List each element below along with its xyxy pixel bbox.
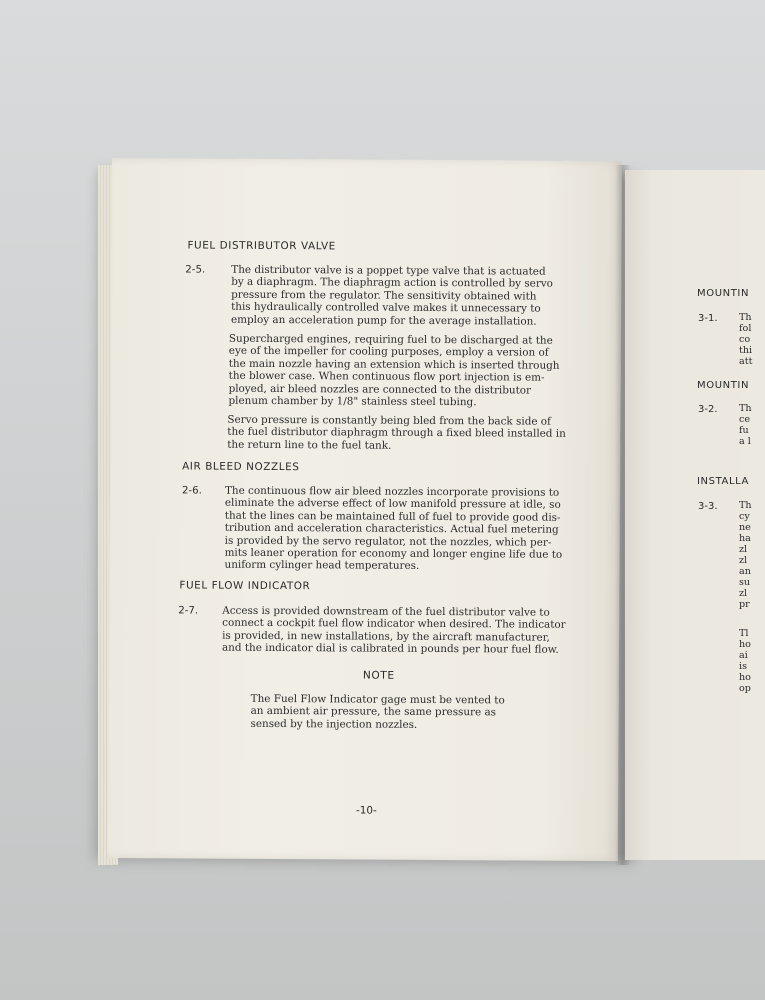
text-line: cy	[739, 511, 750, 522]
text-line: plenum chamber by 1/8" stainless steel tubing.	[228, 394, 477, 409]
paragraph	[228, 333, 568, 410]
text-line: that the lines can be maintained full of fuel to provide good dis-	[224, 509, 561, 524]
paragraph-number: 2-5.	[185, 264, 206, 276]
text-line: Th	[739, 312, 752, 323]
paragraph	[224, 485, 565, 574]
text-line: Servo pressure is constantly being bled from the back side of	[227, 413, 551, 428]
paragraph	[231, 264, 571, 328]
text-line: ho	[739, 639, 751, 650]
paragraph-number: 3-2.	[698, 404, 718, 415]
text-line: Th	[739, 403, 752, 414]
paragraph-fragment	[739, 628, 751, 694]
text-line: the return line to the fuel tank.	[227, 438, 392, 452]
text-line: fol	[739, 323, 752, 334]
note-title: NOTE	[362, 669, 395, 682]
text-line: the main nozzle having an extension which is inserted through	[228, 357, 560, 372]
paragraph-fragment	[739, 312, 752, 367]
text-line: pr	[739, 599, 750, 610]
text-line: co	[739, 334, 751, 345]
text-line: ai	[739, 650, 748, 661]
text-line: pressure from the regulator. The sensitivity obtained with	[231, 288, 537, 303]
text-line: Tl	[739, 628, 749, 639]
text-line: by a diaphragm. The diaphragm action is controlled by servo	[231, 276, 553, 291]
text-line: Supercharged engines, requiring fuel to be discharged at the	[228, 332, 553, 347]
right-page	[625, 170, 765, 860]
text-line: ho	[739, 672, 751, 683]
text-line: this hydraulically controlled valve makes it unnecessary to	[231, 300, 541, 315]
text-line: tribution and acceleration characteristics. Actual fuel metering	[224, 521, 559, 536]
text-line: eye of the impeller for cooling purposes, employ a version of	[228, 345, 549, 360]
text-line: ployed, air bleed nozzles are connected to the distributor	[228, 382, 532, 397]
paragraph	[227, 414, 567, 453]
text-line: employ an acceleration pump for the average installation.	[230, 313, 537, 328]
text-line: zl	[739, 555, 748, 566]
text-line: and the indicator dial is calibrated in pounds per hour fuel flow.	[221, 641, 559, 656]
text-line: eliminate the adverse effect of low manifold pressure at idle, so	[224, 497, 561, 512]
text-line: uniform cylinger head temperatures.	[224, 559, 420, 573]
section-heading: AIR BLEED NOZZLES	[182, 460, 300, 474]
text-line: The continuous flow air bleed nozzles incorporate provisions to	[224, 484, 560, 499]
text-line: a l	[739, 436, 751, 447]
text-line: Th	[739, 500, 752, 511]
text-line: the fuel distributor diaphragm through a fixed bleed installed in	[227, 426, 566, 441]
text-line: mits leaner operation for economy and longer engine life due to	[224, 546, 563, 561]
section-heading: INSTALLA	[697, 476, 749, 487]
text-line: an	[739, 566, 751, 577]
text-line: fu	[739, 425, 749, 436]
paragraph-number: 3-1.	[698, 313, 718, 324]
text-line: ce	[739, 414, 751, 425]
text-line: is	[739, 661, 747, 672]
section-heading: FUEL FLOW INDICATOR	[179, 579, 311, 593]
text-line: ha	[739, 533, 751, 544]
section-heading: MOUNTIN	[697, 380, 750, 391]
text-line: an ambient air pressure, the same pressure as	[250, 705, 497, 719]
text-line: su	[739, 577, 751, 588]
text-line: is provided by the servo regulator, not the nozzles, which per-	[224, 534, 552, 549]
text-line: Access is provided downstream of the fuel distributor valve to	[222, 604, 550, 619]
text-line: zl	[739, 588, 748, 599]
paragraph-number: 3-3.	[698, 501, 718, 512]
paragraph	[221, 604, 566, 657]
paragraph-number: 2-6.	[181, 485, 202, 497]
text-line: op	[739, 683, 751, 694]
text-line: thi	[739, 345, 753, 356]
paragraph-fragment	[739, 500, 752, 610]
section-heading: FUEL DISTRIBUTOR VALVE	[187, 239, 336, 253]
text-line: att	[739, 356, 753, 367]
text-line: connect a cockpit fuel flow indicator when desired. The indicator	[222, 617, 566, 632]
page-number: -10-	[355, 804, 377, 817]
left-page	[108, 158, 622, 861]
text-line: The distributor valve is a poppet type valve that is actuated	[231, 263, 546, 278]
paragraph-number: 2-7.	[178, 605, 199, 617]
text-line: sensed by the injection nozzles.	[250, 717, 418, 731]
text-line: The Fuel Flow Indicator gage must be vented to	[250, 692, 505, 707]
paragraph-fragment	[739, 403, 752, 447]
text-line: zl	[739, 544, 748, 555]
section-heading: MOUNTIN	[697, 288, 750, 299]
note-body	[251, 693, 591, 732]
text-line: is provided, in new installations, by the aircraft manufacturer,	[222, 629, 550, 644]
text-line: the blower case. When continuous flow port injection is em-	[228, 369, 545, 384]
text-line: ne	[739, 522, 751, 533]
